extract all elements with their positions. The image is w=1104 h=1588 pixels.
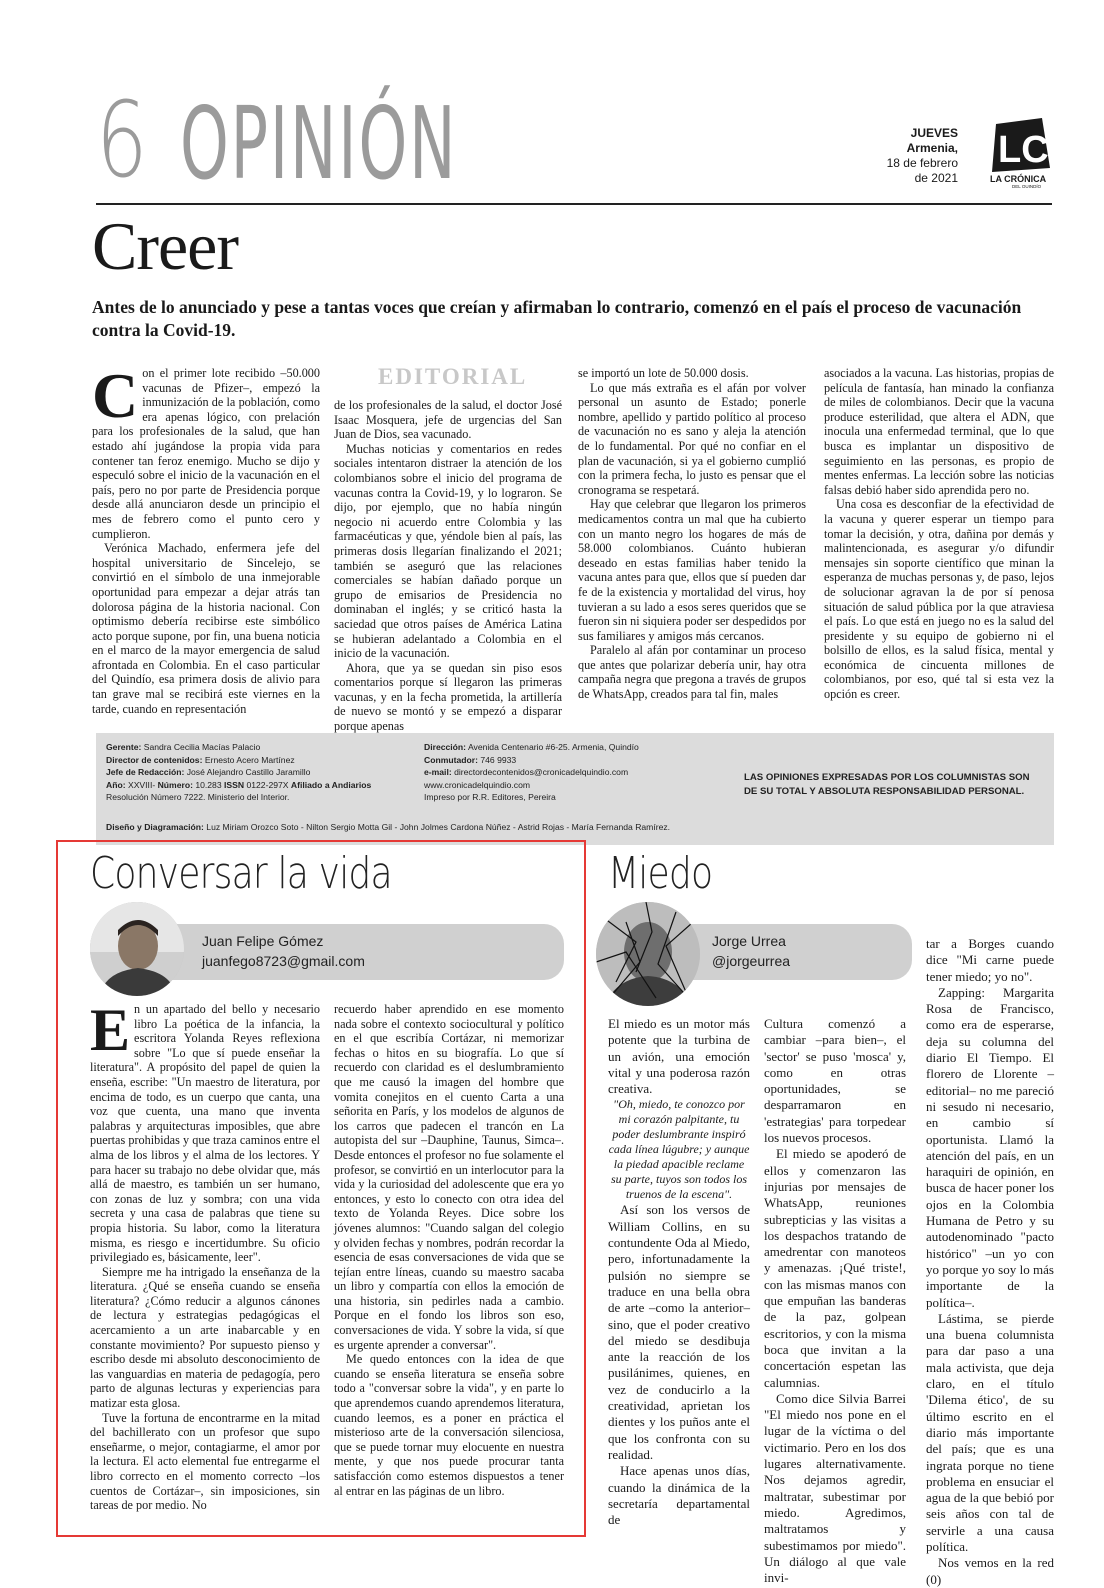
paragraph: Ahora, que ya se quedan sin piso esos comentarios porque sí llegaron las primeras vacunas, y en la fecha prometida, la artillería de nuevo se montó y se empezó a disparar porque apenas — [334, 660, 562, 734]
editorial-headline: Creer — [92, 208, 239, 284]
masthead-line: Conmutador: 746 9933 — [424, 754, 517, 765]
paragraph: Lo que más extraña es el afán por volver personal un asunto de Estado; ponerle nombre, apellido y partido político al proceso de vacunación no es sano y aleja la atención de lo fundamental. Por qué no confiar en el plan de vacunación, si ya el gobierno cumplió con la primera fecha, lo justo es pensar que el cronograma se respetará. — [578, 380, 806, 497]
paragraph: Como dice Silvia Barrei "El miedo nos pone en el lugar de la víctima o del victimario. Pero en los dos lugares alternativamente. Nos dejamos agredir, maltratar, subestimar por miedo. Agredimos, maltratamos y subestimamos por miedo". Un diálogo al que vale invi- — [764, 1390, 906, 1586]
paragraph: Lástima, se pierde una buena columnista para dar paso a una mala activista, que deja claro, en el título 'Dilema ético', de su último escrito en el diario más importante del país; que es una ingrata porque no tiene problema en ensuciar el agua de la que bebió por seis años con tal de servirle a una causa política. — [926, 1310, 1054, 1554]
paragraph: Zapping: Margarita Rosa de Francisco, como era de esperarse, deja su columna del diario El Tiempo. El florero de Llorente –editorial– no me pareció ni sesudo ni necesario, en cambio sí oportunista. Llamó la atención del país, en un haraquiri de opinión, en busca de hacer poner los ojos en la Colombia Humana de Petro y su autodenominado "pacto histórico" –un yo con yo porque yo soy lo más importante de la política–. — [926, 984, 1054, 1310]
paragraph: n un apartado del bello y necesario libro La poética de la infancia, la escritora Yolanda Reyes reflexiona sobre "Lo que sí puede enseñar la literatura". A propósito del papel de quien la enseña, escribe: "Un maestro de literatura, por encima de todo, es un cuerpo que canta, una voz que cuenta, una mano que inventa palabras y arquitecturas imposibles, que abre puertas prohibidas y que traza caminos entre el alma de los libros y el alma de los lectores. Y para hacer su trabajo no debe olvidar que, más allá de maestro, es también un ser humano, con zonas de luz y sombra; con una vida secreta y una casa de palabras que tiene su propia historia. Su labor, como la literatura misma, es riesgo e incertidumbre. Su oficio privilegiado es, básicamente, leer". — [90, 1002, 320, 1265]
dateline-date: 18 de febrero — [886, 156, 958, 170]
paragraph: Así son los versos de William Collins, en su contundente Oda al Miedo, pero, infortunadamente la pulsión no siempre se traduce en una bella obra de arte –como la anterior– sino, que el poder creativo del miedo se desdibuja ante la reacción de los pusilánimes, quienes, en vez de conducirlo a la creatividad, aprietan los dientes y los puños ante el que los confronta con su realidad. — [608, 1202, 750, 1462]
sign-off: Nos vemos en la red (0) — [926, 1555, 1054, 1587]
paragraph: Paralelo al afán por contaminar un proceso que antes que polarizar debería unir, hay otra campaña negra que pregona a través de grupos de WhatsApp, creados para tal fin, males — [578, 643, 806, 702]
paragraph: Muchas noticias y comentarios en redes sociales intentaron distraer la atención de los colombianos sobre el inicio del programa de vacunas contra la Covid-19, y lo lograron. Se dijo, por ejemplo, que no había ningún negocio ni acuerdo entre Colombia y las farmacéuticas y que, yéndole bien al país, las primeras dosis llegarían finalizando el 2021; también se aseguró que las relaciones comerciales se habían dañado porque un grupo de emisarios de Presidencia no dominaban el inglés; y se criticó hasta la saciedad que otros países de América Latina se hubieran adelantado a Colombia en el inicio de la vacunación. — [334, 441, 562, 661]
paragraph: de los profesionales de la salud, el doctor José Isaac Mosquera, jefe de urgencias del San Juan de Dios, sea vacunado. — [334, 398, 562, 442]
paragraph: se importó un lote de 50.000 dosis. — [578, 366, 749, 380]
dateline-day: JUEVES — [910, 126, 958, 140]
avatar — [596, 902, 700, 1006]
poem-quote: "Oh, miedo, te conozco por mi corazón palpitante, tu poder deslumbrante inspiró cada línea lúgubre; y aunque la piedad apacible reclame su parte, tuyos son todos los truenos de la escena". — [608, 1097, 750, 1202]
logo-graphic — [990, 118, 1054, 188]
paragraph: asociados a la vacuna. Las historias, propias de película de fantasía, han minado la confianza de miles de colombianos. Decir que la vacuna produce esterilidad, que altera el ADN, que inocula una enfermedad terminal, que lo que busca es implantar un dispositivo de seguimiento en las personas, es propio de mentes enfermas. La lección sobre las noticias falsas debió haber sido aprendida pero no. — [824, 366, 1054, 497]
column1-dropcap: E — [90, 997, 131, 1063]
column-title-conversar: Conversar la vida — [90, 848, 392, 899]
column2-text-b — [764, 1016, 906, 1586]
dateline — [818, 126, 958, 186]
author-photo-1 — [90, 902, 184, 996]
paragraph: Una cosa es desconfiar de la efectividad de la vacuna y querer esperar un tiempo para tomar la decisión, y otra, dañina por demás y malintencionada, es asegurar y/o difundir mensajes sin soporte científico que minan la esperanza de muchas personas y, de paso, lejos de solucionar agravan la de por sí penosa situación de salud pública por la que atraviesa el país. Lo que está en juego no es la salud del presidente y su equipo de gobierno ni el bolsillo de ellos, es la salud física, mental y económica de cincuenta millones de colombianos, por eso, qué tal si esta vez la opción es creer. — [824, 497, 1054, 702]
masthead-contact — [424, 741, 724, 804]
author-bar-1 — [150, 924, 564, 980]
newspaper-logo — [990, 118, 1054, 188]
editorial-column-2 — [334, 398, 562, 734]
paragraph: Cultura comenzó a cambiar –para bien–, el 'sector' se puso 'mosca' y, como en otras oportunidades, se desparramaron en 'estrategias' para torpedear los nuevos procesos. — [764, 1016, 906, 1146]
editorial-column-4 — [824, 366, 1054, 702]
masthead-line: Año: XXVIII- Número: 10.283 ISSN 0122-297X Afiliado a Andiarios — [106, 779, 372, 790]
column1-text-a — [90, 997, 320, 1513]
section-number: 6 — [96, 79, 150, 201]
paragraph: El miedo se apoderó de ellos y comenzaron las injurias por mensajes de WhatsApp, reuniones subrepticias y las visitas a los despachos tratando de amedrentar con manoteos y amenazas. ¡Qué triste!, con las mismas manos con que empuñan las banderas de la paz, golpean escritorios, y con la misma boca que invitan a la concertación espetan las calumnias. — [764, 1146, 906, 1390]
paragraph: recuerdo haber aprendido en ese momento nada sobre el contexto sociocultural y político en el que escribía Cortázar, ni memorizar fechas o hitos en su biografía. Lo que sí recuerdo con claridad es el deslumbramiento que me causó la imagen del hombre que vomita conejitos en el cuento Carta a una señorita en París, y los modelos de algunos de los carros que padecen el trancón en La autopista del sur –Dauphine, Taunus, Simca–. Desde entonces el profesor no fue solamente el profesor, se convirtió en un interlocutor para la vida y la curiosidad del adolescente que era yo entonces, y esto lo conecto con otra idea del texto de Yolanda Reyes. Dice sobre los jóvenes alumnos: "Cuando salgan del colegio y olviden fechas y nombres, podrán recordar la esencia de esas conversaciones de vida que se tejían entre líneas, cuando su maestro sacaba un libro y compartía con ellos la emoción de una historia, sin pedirles nada a cambio. Porque en el fondo los libros son eso, conversaciones de vida. Y sobre la vida, sí que es urgente aprender a conversar". — [334, 1002, 564, 1352]
email-link[interactable]: directordecontenidos@cronicadelquindio.com — [454, 767, 629, 778]
masthead-line: Resolución Número 7222. Ministerio del Interior. — [106, 792, 290, 803]
masthead-line: Gerente: Sandra Cecilia Macías Palacio — [106, 742, 261, 752]
column-title-miedo: Miedo — [608, 848, 713, 899]
paragraph: Hace apenas unos días, cuando la dinámica de la secretaría departamental de — [608, 1463, 750, 1528]
masthead-line: Jefe de Redacción: José Alejandro Castillo Jaramillo — [106, 767, 311, 778]
author-email[interactable]: juanfego8723@gmail.com — [202, 953, 365, 969]
paragraph: Siempre me ha intrigado la enseñanza de la literatura. ¿Qué se enseña cuando se enseña literatura? ¿Cómo reducir a algunos cánones de lectura y estrategias pedagógicas el acercamiento a un arte inabarcable y en constante movimiento? Por supuesto pienso y escribo desde mi absoluto desconocimiento de las vanguardias en materia de pedagogía, pero parto de algunas lecturas y experiencias para matizar esta glosa. — [90, 1264, 320, 1411]
section-name: OPINIÓN — [180, 85, 458, 202]
logo-sub: DEL QUINDÍO — [1012, 184, 1042, 188]
masthead-line: Director de contenidos: Ernesto Acero Martínez — [106, 754, 295, 765]
masthead-staff — [106, 741, 406, 804]
author-photo-2 — [596, 902, 700, 1006]
editorial-deck: Antes de lo anunciado y pese a tantas voces que creían y afirmaban lo contrario, comenzó en el país el proceso de vacunación contra la Covid-19. — [92, 297, 1022, 340]
editorial-dropcap: C — [92, 360, 139, 431]
author-handle[interactable]: @jorgeurrea — [712, 953, 791, 969]
author-name: Juan Felipe Gómez — [202, 933, 324, 949]
paragraph: Tuve la fortuna de encontrarme en la mitad del bachillerato con un profesor que supo enseñarme, o mejor, contagiarme, el amor por la lectura. El acto elemental fue entregarme el libro correcto en el momento correcto –los cuentos de Cortázar–, sin imposiciones, sin tareas de por medio. No — [90, 1410, 320, 1513]
paragraph: Hay que celebrar que llegaron los primeros medicamentos contra un mal que ha cubierto con un manto negro los hogares de más de 58.000 colombianos. Cuánto hubieran deseado en estas familias haber tenido la vacuna antes para que, ellos que sí pueden dar fe de la existencia y mortalidad del virus, hoy tuvieran a su lado a esos seres queridos que se fueron sin ni siquiera poder ser despedidos por sus familiares y amigos más cercanos. — [578, 497, 806, 643]
masthead-box — [96, 733, 1054, 845]
logo-name: LA CRÓNICA — [990, 174, 1047, 184]
editorial-column-1 — [92, 360, 320, 716]
paragraph: El miedo es un motor más potente que la turbina de un avión, una emoción vital y una poderosa razón creativa. — [608, 1016, 750, 1097]
logo-letters: LC — [998, 129, 1049, 171]
paragraph: tar a Borges cuando dice "Mi carne puede tener miedo; yo no". — [926, 936, 1054, 984]
editorial-column-3 — [578, 366, 806, 702]
masthead-line: e-mail: directordecontenidos@cronicadelquindio.com — [424, 767, 629, 778]
website-link[interactable]: www.cronicadelquindio.com — [424, 779, 531, 790]
dateline-year: de 2021 — [914, 171, 958, 185]
paragraph: Me quedo entonces con la idea de que cuando se enseña literatura se enseña sobre todo a "conversar sobre la vida", y en parte lo que aprendemos cuando aprendemos literatura, cuando leemos, es a poner en práctica el misterioso arte de la conversación silenciosa, que se puede tornar muy elocuente en nuestra mente, y que nos puede procurar tanta satisfacción como estemos dispuestos a tener al entrar en las páginas de un libro. — [334, 1352, 564, 1498]
paragraph: Verónica Machado, enfermera jefe del hospital universitario de Sincelejo, se convirtió en el símbolo de una inmejorable oportunidad para empezar a dejar atrás tan dolorosa página de la historia nacional. Con optimismo debería recibirse este simbólico acto porque supone, por fin, una buena noticia en el marco de la mayor emergencia de salud afrontada en Colombia. En el caso particular del Quindío, esa primera dosis de alivio para tan grave mal se recibirá este viernes en la tarde, cuando en representación — [92, 541, 320, 716]
header-rule — [96, 203, 1052, 205]
masthead-line: Impreso por R.R. Editores, Pereira — [424, 792, 556, 803]
dateline-city: Armenia, — [906, 141, 958, 155]
masthead-design-credits: Diseño y Diagramación: Luz Miriam Orozco Soto - Nilton Sergio Motta Gil - John Jolmes Cardona Núñez - Astrid Rojas - María Fernanda Ramírez. — [106, 822, 671, 832]
masthead-disclaimer: LAS OPINIONES EXPRESADAS POR LOS COLUMNISTAS SON DE SU TOTAL Y ABSOLUTA RESPONSABILIDAD PERSONAL. — [744, 772, 1030, 797]
author-name: Jorge Urrea — [712, 933, 786, 949]
column2-text-c — [926, 936, 1054, 1588]
avatar — [90, 902, 184, 996]
paragraph: on el primer lote recibido –50.000 vacunas de Pfizer–, empezó la inmunización de la población, como era apenas lógico, con prelación para los profesionales de la salud, que han estado ahí jugándose la propia vida para contener tan feroz enemigo. Mucho se dijo y especuló sobre el inicio de la vacunación en el país, pero no por parte de Presidencia porque desde allá anunciaron desde un principio el mes de febrero como el punto cero y cumplieron. — [92, 366, 320, 541]
masthead-line: Dirección: Avenida Centenario #6-25. Armenia, Quindío — [424, 742, 639, 752]
column1-text-b — [334, 1002, 564, 1498]
editorial-label: EDITORIAL — [378, 364, 528, 389]
column2-text-a — [608, 1016, 750, 1528]
